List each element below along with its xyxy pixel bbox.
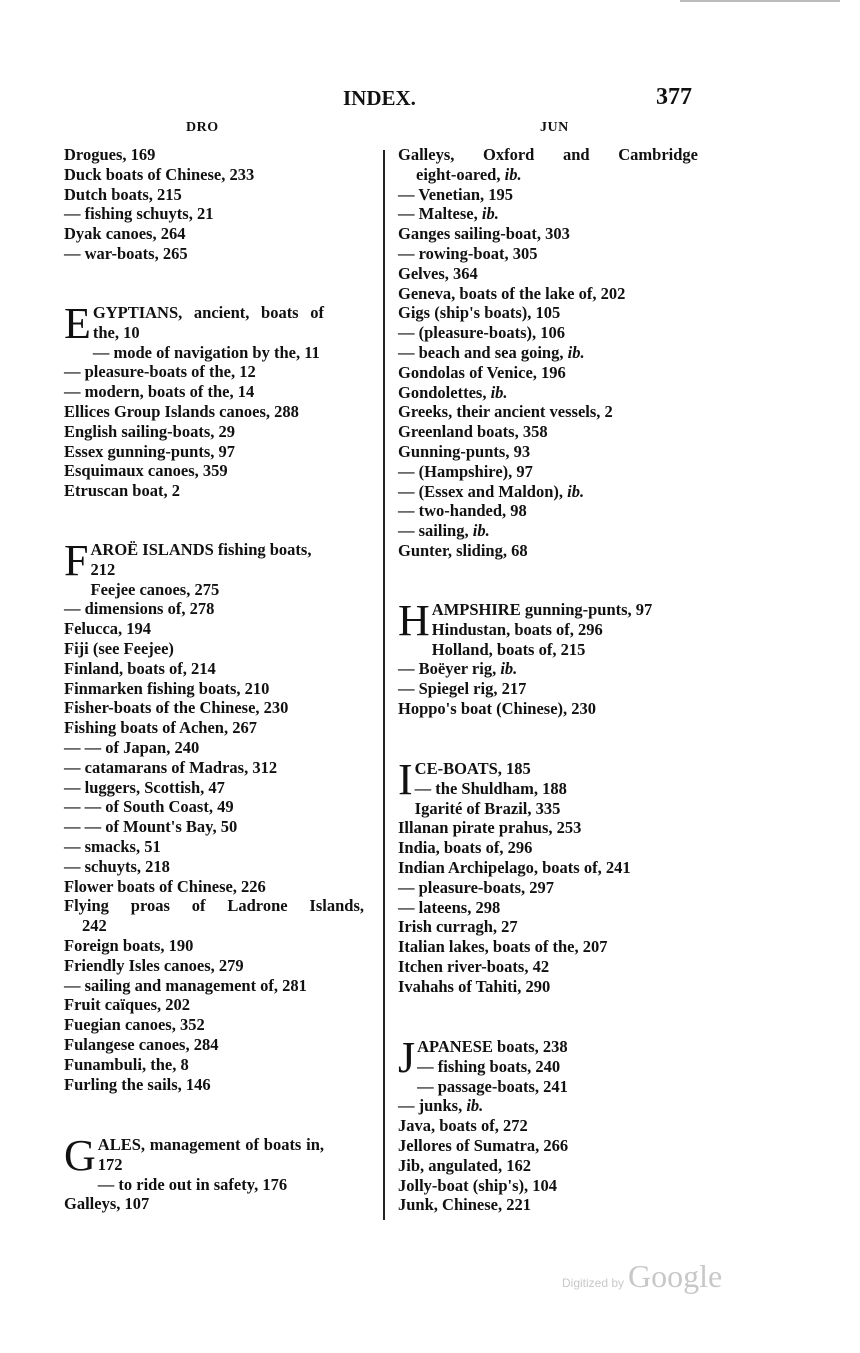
index-entry: 212 — [90, 559, 116, 579]
index-letter-section — [398, 145, 708, 561]
index-entry: Flower boats of Chinese, 226 — [64, 876, 266, 896]
index-entry: the, 10 — [92, 322, 140, 342]
index-entry: — fishing boats, 240 — [417, 1056, 561, 1076]
index-entry: — — of Mount's Bay, 50 — [64, 817, 238, 837]
right-guide-word: JUN — [540, 120, 569, 135]
index-entry: Geneva, boats of the lake of, 202 — [398, 283, 626, 303]
index-entry: Itchen river-boats, 42 — [398, 956, 550, 976]
index-entry: — sailing and management of, 281 — [64, 975, 307, 995]
index-entry: — junks, ib. — [398, 1096, 484, 1116]
index-entry: Dyak canoes, 264 — [64, 224, 186, 244]
index-entry: Flying proas of Ladrone Islands, — [64, 896, 364, 916]
index-entry: Galleys, Oxford and Cambridge — [398, 145, 698, 164]
index-entry: Hoppo's boat (Chinese), 230 — [398, 698, 597, 718]
index-entry: Fishing boats of Achen, 267 — [64, 718, 257, 738]
index-letter-section — [398, 596, 708, 719]
index-entry: Fiji (see Feejee) — [64, 638, 174, 658]
index-entry: — Venetian, 195 — [398, 184, 514, 204]
index-entry: — fishing schuyts, 21 — [64, 204, 214, 224]
drop-cap: G — [64, 1131, 96, 1180]
index-entry: Jellores of Sumatra, 266 — [398, 1135, 569, 1155]
index-entry: 242 — [82, 916, 107, 936]
drop-cap: H — [398, 596, 430, 645]
index-entry: — pleasure-boats of the, 12 — [64, 362, 256, 382]
index-entry: — modern, boats of the, 14 — [64, 382, 255, 402]
index-entry: Junk, Chinese, 221 — [398, 1195, 531, 1215]
index-entry: Ganges sailing-boat, 303 — [398, 224, 570, 244]
page-number: 377 — [656, 84, 692, 110]
index-entry: Irish curragh, 27 — [398, 917, 518, 937]
drop-cap: F — [64, 536, 89, 585]
index-entry: Gelves, 364 — [398, 263, 478, 283]
drop-cap: E — [64, 299, 91, 348]
index-entry: Gondolettes, ib. — [398, 382, 508, 402]
index-entry: Dutch boats, 215 — [64, 184, 182, 204]
index-letter-section — [64, 145, 374, 264]
index-entry: Greenland boats, 358 — [398, 422, 548, 442]
index-entry: Jolly-boat (ship's), 104 — [398, 1175, 558, 1195]
index-entry: Drogues, 169 — [64, 145, 156, 164]
index-entry: Fuegian canoes, 352 — [64, 1015, 205, 1035]
index-entry: Gunter, sliding, 68 — [398, 540, 528, 560]
index-entry: Funambuli, the, 8 — [64, 1054, 189, 1074]
index-entry: — war-boats, 265 — [64, 243, 188, 263]
index-entry: — Spiegel rig, 217 — [398, 679, 527, 699]
page-title: INDEX. — [343, 86, 416, 110]
left-guide-word: DRO — [186, 120, 219, 135]
index-entry: Fulangese canoes, 284 — [64, 1034, 219, 1054]
index-entry: India, boats of, 296 — [398, 838, 533, 858]
index-entry: — smacks, 51 — [64, 836, 161, 856]
index-entry: — (Hampshire), 97 — [398, 461, 533, 481]
index-entry: — dimensions of, 278 — [64, 599, 215, 619]
index-entry: Essex gunning-punts, 97 — [64, 441, 236, 461]
watermark-prefix: Digitized by — [562, 1276, 625, 1290]
index-entry: Friendly Isles canoes, 279 — [64, 955, 244, 975]
index-entry: Igarité of Brazil, 335 — [414, 798, 561, 818]
index-entry: — sailing, ib. — [398, 521, 490, 541]
index-entry: Feejee canoes, 275 — [90, 579, 220, 599]
google-logo: Google — [628, 1258, 723, 1294]
index-entry: GYPTIANS, ancient, boats of — [92, 303, 324, 322]
index-entry: Gondolas of Venice, 196 — [398, 362, 566, 382]
index-entry: Gunning-punts, 93 — [398, 441, 531, 461]
google-watermark — [562, 1258, 722, 1295]
index-entry: — beach and sea going, ib. — [398, 342, 585, 362]
index-entry: — lateens, 298 — [398, 897, 501, 917]
index-entry: English sailing-boats, 29 — [64, 421, 236, 441]
index-entry: APANESE boats, 238 — [417, 1037, 568, 1056]
index-entry: Jib, angulated, 162 — [398, 1155, 531, 1175]
index-entry: Esquimaux canoes, 359 — [64, 461, 228, 481]
drop-cap: J — [398, 1033, 416, 1082]
index-entry: — to ride out in safety, 176 — [97, 1174, 288, 1194]
index-entry: Finland, boats of, 214 — [64, 658, 216, 678]
index-entry: AROË ISLANDS fishing boats, — [90, 540, 312, 559]
index-entry: — Boëyer rig, ib. — [398, 659, 518, 679]
index-entry: CE-BOATS, 185 — [414, 759, 531, 778]
index-entry: ALES, management of boats in, — [97, 1135, 324, 1154]
index-entry: Foreign boats, 190 — [64, 935, 194, 955]
index-entry: — — of South Coast, 49 — [64, 797, 234, 817]
index-entry: eight-oared, ib. — [416, 164, 522, 184]
index-entry: Hindustan, boats of, 296 — [431, 619, 603, 639]
index-entry: Etruscan boat, 2 — [64, 481, 180, 501]
index-entry: — — of Japan, 240 — [64, 737, 200, 757]
index-entry: Furling the sails, 146 — [64, 1074, 211, 1094]
index-entry: Fruit caïques, 202 — [64, 995, 191, 1015]
index-entry: Finmarken fishing boats, 210 — [64, 678, 270, 698]
index-entry: — pleasure-boats, 297 — [398, 877, 554, 897]
index-entry: AMPSHIRE gunning-punts, 97 — [431, 600, 653, 619]
index-entry: Duck boats of Chinese, 233 — [64, 164, 255, 184]
index-entry: Holland, boats of, 215 — [431, 639, 586, 659]
index-entry: — mode of navigation by the, 11 — [92, 342, 320, 362]
index-entry: Fisher-boats of the Chinese, 230 — [64, 698, 289, 718]
index-entry: — passage-boats, 241 — [417, 1076, 568, 1096]
index-entry: — schuyts, 218 — [64, 856, 170, 876]
index-letter-section — [64, 536, 374, 1094]
scan-edge-mark — [680, 0, 840, 2]
index-entry: — Maltese, ib. — [398, 204, 499, 224]
index-entry: — luggers, Scottish, 47 — [64, 777, 225, 797]
index-entry: — two-handed, 98 — [398, 501, 527, 521]
index-entry: — (pleasure-boats), 106 — [398, 323, 565, 343]
index-letter-section — [64, 1131, 374, 1214]
index-entry: Java, boats of, 272 — [398, 1116, 528, 1136]
index-letter-section — [64, 299, 374, 501]
index-entry: — (Essex and Maldon), ib. — [398, 481, 585, 501]
index-entry: Felucca, 194 — [64, 619, 152, 639]
index-entry: — catamarans of Madras, 312 — [64, 757, 278, 777]
index-entry: Greeks, their ancient vessels, 2 — [398, 402, 613, 422]
column-divider — [383, 150, 385, 1220]
index-entry: Ellices Group Islands canoes, 288 — [64, 401, 299, 421]
index-entry: — rowing-boat, 305 — [398, 243, 538, 263]
index-entry: 172 — [97, 1154, 123, 1174]
index-letter-section — [398, 1033, 708, 1215]
drop-cap: I — [398, 755, 413, 804]
index-entry: Ivahahs of Tahiti, 290 — [398, 976, 551, 996]
index-entry: Italian lakes, boats of the, 207 — [398, 937, 608, 957]
index-entry: Gigs (ship's boats), 105 — [398, 303, 561, 323]
index-entry: Indian Archipelago, boats of, 241 — [398, 857, 631, 877]
index-entry: Illanan pirate prahus, 253 — [398, 818, 582, 838]
index-entry: — the Shuldham, 188 — [414, 778, 567, 798]
index-entry: Galleys, 107 — [64, 1194, 150, 1214]
index-letter-section — [398, 755, 708, 997]
